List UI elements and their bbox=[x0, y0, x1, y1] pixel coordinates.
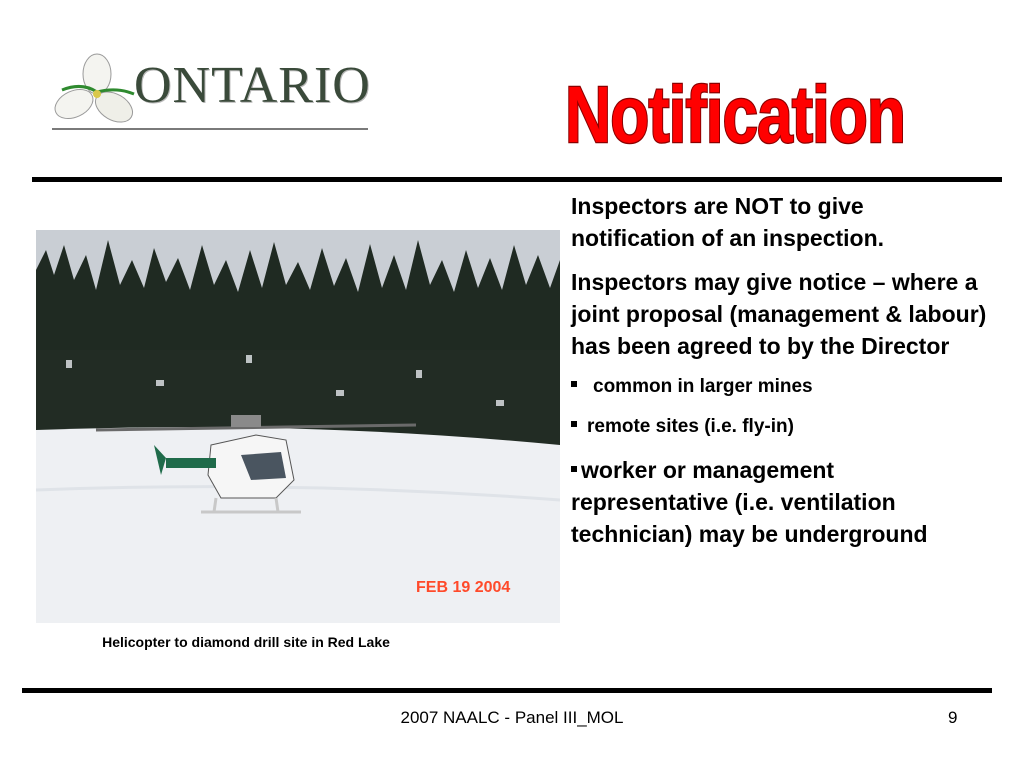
footer-text: 2007 NAALC - Panel III_MOL bbox=[400, 708, 624, 727]
photo-caption: Helicopter to diamond drill site in Red Lake bbox=[102, 634, 390, 650]
date-stamp: FEB 19 2004 bbox=[416, 579, 511, 596]
bullet-3 bbox=[571, 454, 991, 550]
bullet-1 bbox=[571, 374, 991, 400]
logo-wordmark: ONTARIO bbox=[134, 57, 371, 114]
slide-content bbox=[571, 190, 991, 550]
square-bullet-icon bbox=[571, 381, 577, 387]
bullet-3-text: worker or management representative (i.e. ventilation technician) may be underground bbox=[571, 457, 928, 547]
page-number: 9 bbox=[948, 708, 958, 727]
top-divider bbox=[32, 177, 1002, 182]
helicopter-photo bbox=[36, 230, 560, 623]
bullet-2 bbox=[571, 414, 991, 440]
trillium-icon bbox=[52, 52, 142, 134]
bottom-divider bbox=[22, 688, 992, 693]
square-bullet-icon bbox=[571, 466, 577, 472]
square-bullet-icon bbox=[571, 421, 577, 427]
logo-underline bbox=[52, 128, 368, 130]
bullet-1-text: common in larger mines bbox=[593, 376, 813, 397]
slide-title: Notification bbox=[565, 69, 905, 160]
bullet-2-text: remote sites (i.e. fly-in) bbox=[587, 416, 794, 437]
paragraph-1: Inspectors are NOT to give notification of an inspection. bbox=[571, 193, 885, 251]
paragraph-2: Inspectors may give notice – where a joint proposal (management & labour) has been agreed to by the Director bbox=[571, 269, 987, 359]
